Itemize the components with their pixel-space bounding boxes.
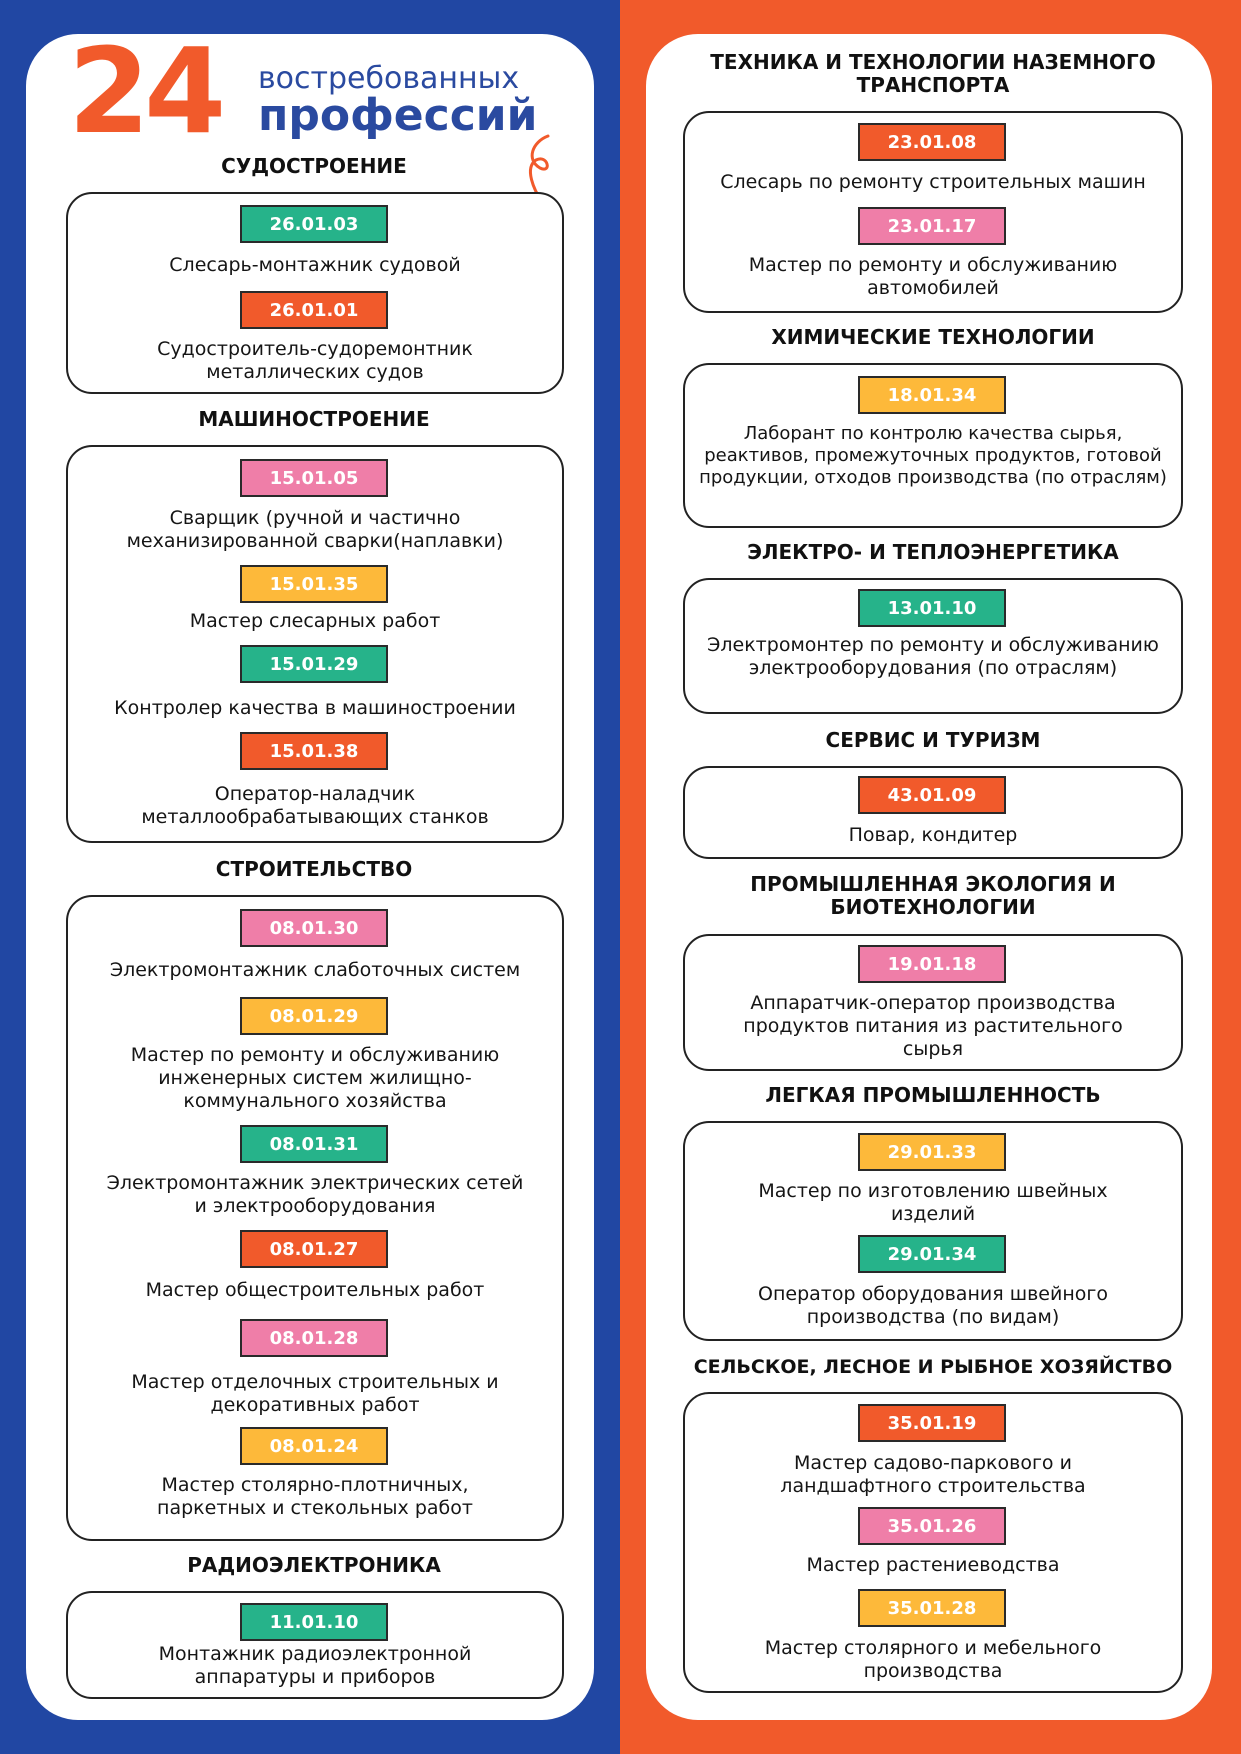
profession-name: Мастер по изготовлению швейных изделий [758, 1180, 1108, 1225]
code-badge: 26.01.03 [240, 205, 388, 243]
code-badge: 23.01.17 [858, 207, 1006, 245]
code-badge: 15.01.38 [240, 732, 388, 770]
section-title-construction: СТРОИТЕЛЬСТВО [215, 857, 413, 881]
code-badge: 08.01.27 [240, 1230, 388, 1268]
code-badge: 13.01.10 [858, 589, 1006, 627]
profession-name: Мастер столярно-плотничных, паркетных и стекольных работ [157, 1474, 473, 1519]
code-badge: 08.01.30 [240, 909, 388, 947]
profession-name: Судостроитель-судоремонтник металлических судов [157, 338, 473, 383]
profession-name: Сварщик (ручной и частично механизированной сварки(наплавки) [126, 507, 504, 552]
section-title-ecology: ПРОМЫШЛЕННАЯ ЭКОЛОГИЯ И БИОТЕХНОЛОГИИ [750, 872, 1116, 919]
profession-name: Контролер качества в машиностроении [114, 697, 516, 719]
code-badge: 35.01.19 [858, 1404, 1006, 1442]
profession-name: Мастер слесарных работ [189, 610, 441, 632]
profession-name: Повар, кондитер [848, 824, 1018, 846]
profession-name: Слесарь по ремонту строительных машин [720, 171, 1146, 193]
code-badge: 26.01.01 [240, 291, 388, 329]
code-badge: 08.01.29 [240, 997, 388, 1035]
section-title-shipbuilding: СУДОСТРОЕНИЕ [221, 154, 407, 178]
code-badge: 18.01.34 [858, 376, 1006, 414]
code-badge: 35.01.26 [858, 1507, 1006, 1545]
code-badge: 15.01.29 [240, 645, 388, 683]
headline-line1: востребованных [258, 61, 520, 96]
code-badge: 08.01.28 [240, 1319, 388, 1357]
code-badge: 35.01.28 [858, 1589, 1006, 1627]
profession-name: Мастер общестроительных работ [145, 1279, 485, 1301]
profession-name: Электромонтажник слаботочных систем [109, 959, 521, 981]
profession-name: Слесарь-монтажник судовой [169, 254, 461, 276]
code-badge: 08.01.31 [240, 1125, 388, 1163]
profession-name: Мастер отделочных строительных и декоративных работ [131, 1371, 499, 1416]
profession-name: Монтажник радиоэлектронной аппаратуры и приборов [158, 1643, 472, 1688]
profession-name: Электромонтер по ремонту и обслуживанию электрооборудования (по отраслям) [707, 634, 1159, 679]
code-badge: 43.01.09 [858, 776, 1006, 814]
profession-name: Электромонтажник электрических сетей и электрооборудования [106, 1172, 524, 1217]
code-badge: 08.01.24 [240, 1427, 388, 1465]
code-badge: 15.01.05 [240, 459, 388, 497]
profession-name: Мастер садово-паркового и ландшафтного строительства [780, 1452, 1086, 1497]
section-title-chemical: ХИМИЧЕСКИЕ ТЕХНОЛОГИИ [771, 325, 1095, 349]
section-title-agriculture: СЕЛЬСКОЕ, ЛЕСНОЕ И РЫБНОЕ ХОЗЯЙСТВО [693, 1356, 1173, 1378]
code-badge: 29.01.34 [858, 1235, 1006, 1273]
code-badge: 29.01.33 [858, 1133, 1006, 1171]
profession-name: Мастер столярного и мебельного производства [764, 1637, 1102, 1682]
code-badge: 11.01.10 [240, 1603, 388, 1641]
section-title-radioelectronics: РАДИОЭЛЕКТРОНИКА [187, 1553, 441, 1577]
headline-line2: профессий [258, 90, 538, 141]
code-badge: 23.01.08 [858, 123, 1006, 161]
profession-name: Оператор-наладчик металлообрабатывающих станков [141, 783, 489, 828]
profession-name: Лаборант по контролю качества сырья, реактивов, промежуточных продуктов, готовой продукции, отходов производства (по отраслям) [699, 423, 1167, 488]
section-title-mechanical: МАШИНОСТРОЕНИЕ [198, 407, 430, 431]
profession-name: Аппаратчик-оператор производства продуктов питания из растительного сырья [743, 992, 1123, 1060]
profession-name: Мастер растениеводства [806, 1554, 1060, 1576]
code-badge: 19.01.18 [858, 945, 1006, 983]
profession-name: Мастер по ремонту и обслуживанию инженерных систем жилищно-коммунального хозяйства [130, 1044, 500, 1112]
section-title-light-industry: ЛЕГКАЯ ПРОМЫШЛЕННОСТЬ [765, 1083, 1101, 1107]
section-title-service: СЕРВИС И ТУРИЗМ [825, 728, 1041, 752]
profession-name: Мастер по ремонту и обслуживанию автомобилей [748, 254, 1118, 299]
code-badge: 15.01.35 [240, 565, 388, 603]
headline-number: 24 [68, 22, 221, 160]
section-title-ground-transport: ТЕХНИКА И ТЕХНОЛОГИИ НАЗЕМНОГО ТРАНСПОРТА [710, 50, 1156, 97]
section-title-energy: ЭЛЕКТРО- И ТЕПЛОЭНЕРГЕТИКА [747, 540, 1119, 564]
profession-name: Оператор оборудования швейного производства (по видам) [758, 1283, 1108, 1328]
